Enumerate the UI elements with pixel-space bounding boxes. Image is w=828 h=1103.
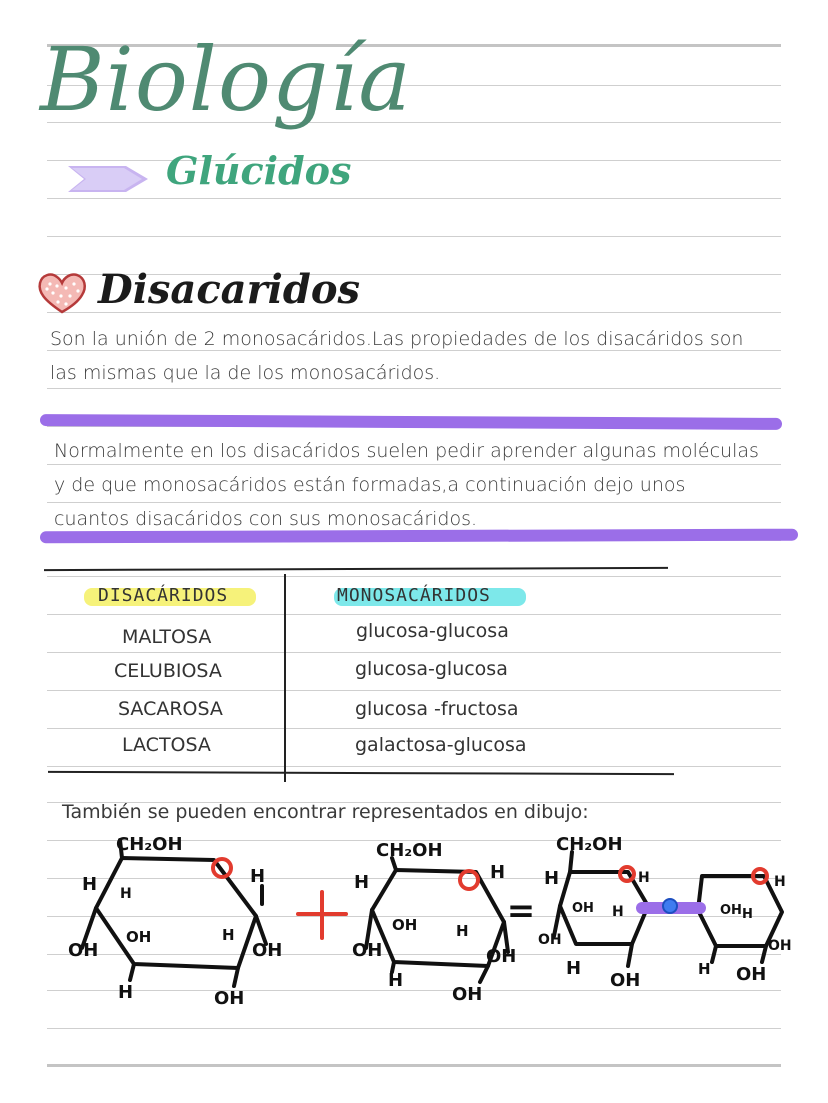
- ch2oh-label: CH₂OH: [116, 834, 183, 855]
- oh-label: OH: [214, 988, 245, 1009]
- column-header-monosacaridos: MONOSACÁRIDOS: [337, 585, 491, 606]
- oh-label: OH: [736, 964, 767, 985]
- oh-label: OH: [68, 940, 99, 961]
- h-label: H: [388, 970, 404, 991]
- h-label: H: [742, 907, 753, 922]
- oh-label: OH: [720, 903, 742, 918]
- equals-sign: =: [506, 891, 536, 931]
- note-line: Normalmente en los disacáridos suelen pedir aprender algunas moléculas: [54, 440, 759, 462]
- column-header-disacaridos: DISACÁRIDOS: [98, 585, 229, 606]
- h-label: H: [612, 904, 624, 920]
- table-cell-disaccharide: CELUBIOSA: [114, 660, 222, 682]
- intro-line: Son la unión de 2 monosacáridos.Las propiedades de los disacáridos son: [50, 328, 744, 350]
- ch2oh-label: CH₂OH: [556, 834, 623, 855]
- oh-label: OH: [352, 940, 383, 961]
- oh-label: OH: [610, 970, 641, 991]
- table-cell-disaccharide: MALTOSA: [122, 626, 212, 648]
- h-label: H: [774, 874, 786, 890]
- note-line: y de que monosacáridos están formadas,a continuación dejo unos: [54, 474, 686, 496]
- table-cell-monosaccharides: glucosa -fructosa: [355, 698, 519, 720]
- section-heading: Disacaridos: [98, 266, 361, 313]
- h-label: H: [354, 872, 370, 893]
- h-label: H: [222, 926, 235, 944]
- table-cell-disaccharide: SACAROSA: [118, 698, 223, 720]
- h-label: H: [118, 982, 134, 1003]
- glucose-ring-1: [96, 858, 256, 968]
- glycosidic-oxygen-marker: [663, 899, 677, 913]
- page-title: Biología: [40, 28, 412, 131]
- drawing-caption: También se pueden encontrar representados en dibujo:: [62, 801, 589, 823]
- h-label: H: [698, 960, 711, 978]
- h-label: H: [82, 874, 98, 895]
- h-label: H: [544, 868, 560, 889]
- oh-label: OH: [768, 938, 792, 954]
- oh-label: OH: [452, 984, 483, 1005]
- table-cell-monosaccharides: glucosa-glucosa: [356, 620, 509, 642]
- oh-label: OH: [392, 916, 418, 934]
- table-cell-monosaccharides: glucosa-glucosa: [355, 658, 508, 680]
- h-label: H: [490, 862, 506, 883]
- h-label: H: [456, 922, 469, 940]
- oh-label: OH: [486, 946, 517, 967]
- table-cell-disaccharide: LACTOSA: [122, 734, 211, 756]
- intro-line: las mismas que la de los monosacáridos.: [50, 362, 441, 384]
- oh-label: OH: [126, 928, 152, 946]
- ch2oh-label: CH₂OH: [376, 840, 443, 861]
- table-cell-monosaccharides: galactosa-glucosa: [355, 734, 527, 756]
- oh-label: OH: [572, 901, 594, 916]
- page-subtitle: Glúcidos: [166, 148, 352, 193]
- oh-label: OH: [538, 932, 562, 948]
- note-line: cuantos disacáridos con sus monosacáridos.: [54, 508, 478, 530]
- h-label: H: [638, 870, 650, 886]
- h-label: H: [250, 866, 266, 887]
- h-label: H: [566, 958, 582, 979]
- h-label: H: [120, 886, 132, 902]
- oh-label: OH: [252, 940, 283, 961]
